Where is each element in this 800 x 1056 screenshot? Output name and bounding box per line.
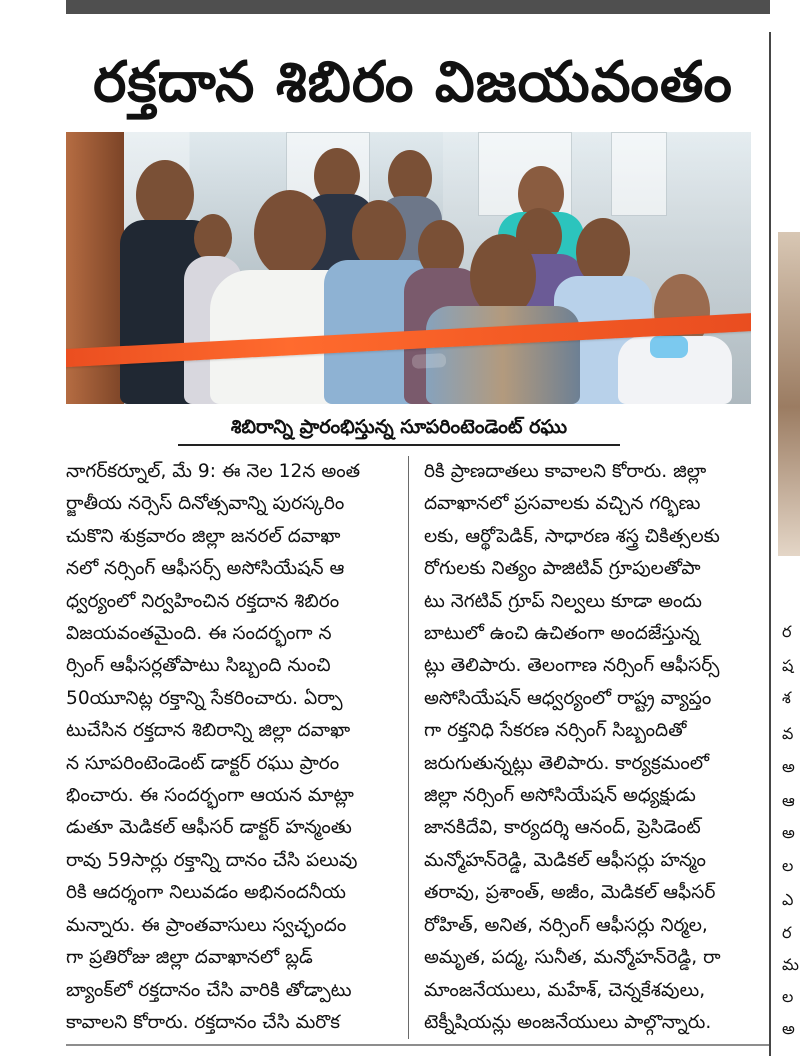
adjacent-article-fragment: ల [782,856,794,875]
adjacent-article-fragment: అ [782,823,795,842]
person-figure [426,234,580,404]
photo-caption: శిబిరాన్ని ప్రారంభిస్తున్న సూపరింటెండెంట్ రఘు [178,414,620,446]
news-photo [66,132,751,404]
page-gutter-divider [769,32,771,1056]
column-divider [408,456,409,1039]
adjacent-article-fragment: మ [782,955,799,974]
adjacent-article-fragment: ష [782,656,794,675]
article-text-column-1: నాగర్‌కర్నూల్, మే 9: ఈ నెల 12న అంత ర్జాతీయ నర్సెస్ దినోత్సవాన్ని పురస్కరిం చుకొని శుక్రవారం జిల్లా జనరల్ దవాఖా నలో నర్సింగ్ ఆఫీసర్స్ అసోసియేషన్ ఆ ధ్వర్యంలో నిర్వహించిన రక్తదాన శిబిరం విజయవంతమైంది. ఈ సందర్భంగా న ర్సింగ్ ఆఫీసర్లతోపాటు సిబ్బంది నుంచి 50యూనిట్ల రక్తాన్ని సేకరించారు. ఏర్పా టుచేసిన రక్తదాన శిబిరాన్ని జిల్లా దవాఖా న సూపరింటెండెంట్ డాక్టర్ రఘు ప్రారం భించారు. ఈ సందర్భంగా ఆయన మాట్లా డుతూ మెడికల్ ఆఫీసర్ డాక్టర్ హన్మంతు రావు 59సార్లు రక్తాన్ని దానం చేసి పలువు రికి ఆదర్శంగా నిలువడం అభినందనీయ మన్నారు. ఈ ప్రాంతవాసులు స్వచ్ఛందం గా ప్రతిరోజు జిల్లా దవాఖానలో బ్లడ్ బ్యాంక్‌లో రక్తదానం చేసి వారికి తోడ్పాటు కావాలని కోరారు. రక్తదానం చేసి మరొక [66,461,361,1033]
adjacent-article-fragment: అ [782,757,795,776]
adjacent-article-fragment: ర [782,923,792,942]
face-mask [650,336,688,358]
adjacent-article-fragment: అ [782,1019,795,1038]
bottom-rule [66,1044,769,1046]
ribbon-cut-point [412,353,447,369]
adjacent-article-fragment: వ [782,724,794,743]
headline: రక్తదాన శిబిరం విజయవంతం [93,50,733,115]
adjacent-article-photo-strip [778,232,800,556]
article-column-1 [66,456,393,1039]
adjacent-article-fragment: ఎ [782,890,794,909]
top-rule [66,0,770,14]
adjacent-article-fragment: ఆ [782,791,795,810]
article-column-2 [424,456,750,1039]
adjacent-article-fragment: శ [782,688,791,707]
article-text-column-2: రికి ప్రాణదాతలు కావాలని కోరారు. జిల్లా దవాఖానలో ప్రసవాలకు వచ్చిన గర్భిణు లకు, ఆర్థోపెడిక్, సాధారణ శస్త్ర చికిత్సలకు రోగులకు నిత్యం పాజిటివ్ గ్రూపులతోపా టు నెగటివ్ గ్రూప్ నిల్వలు కూడా అందు బాటులో ఉంచి ఉచితంగా అందజేస్తున్న ట్లు తెలిపారు. తెలంగాణ నర్సింగ్ ఆఫీసర్స్ అసోసియేషన్ ఆధ్వర్యంలో రాష్ట్ర వ్యాప్తం గా రక్తనిధి సేకరణ నర్సింగ్ సిబ్బందితో జరుగుతున్నట్లు తెలిపారు. కార్యక్రమంలో జిల్లా నర్సింగ్ అసోసియేషన్ అధ్యక్షుడు జానకిదేవి, కార్యదర్శి ఆనంద్, ప్రెసిడెంట్ మన్మోహన్‌రెడ్డి, మెడికల్ ఆఫీసర్లు హన్మం తరావు, ప్రశాంత్, అజీం, మెడికల్ ఆఫీసర్ రోహిత్, అనిత, నర్సింగ్ ఆఫీసర్లు నిర్మల, అమృత, పద్మ, సునీత, మన్మోహన్‌రెడ్డి, రా మాంజనేయులు, మహేశ్, చెన్నకేశవులు, టెక్నీషియన్లు అంజనేయులు పాల్గొన్నారు. [424,461,721,1033]
adjacent-article-fragment: ర [782,622,792,641]
window-panel [611,132,667,216]
adjacent-article-fragment: ల [782,987,794,1006]
